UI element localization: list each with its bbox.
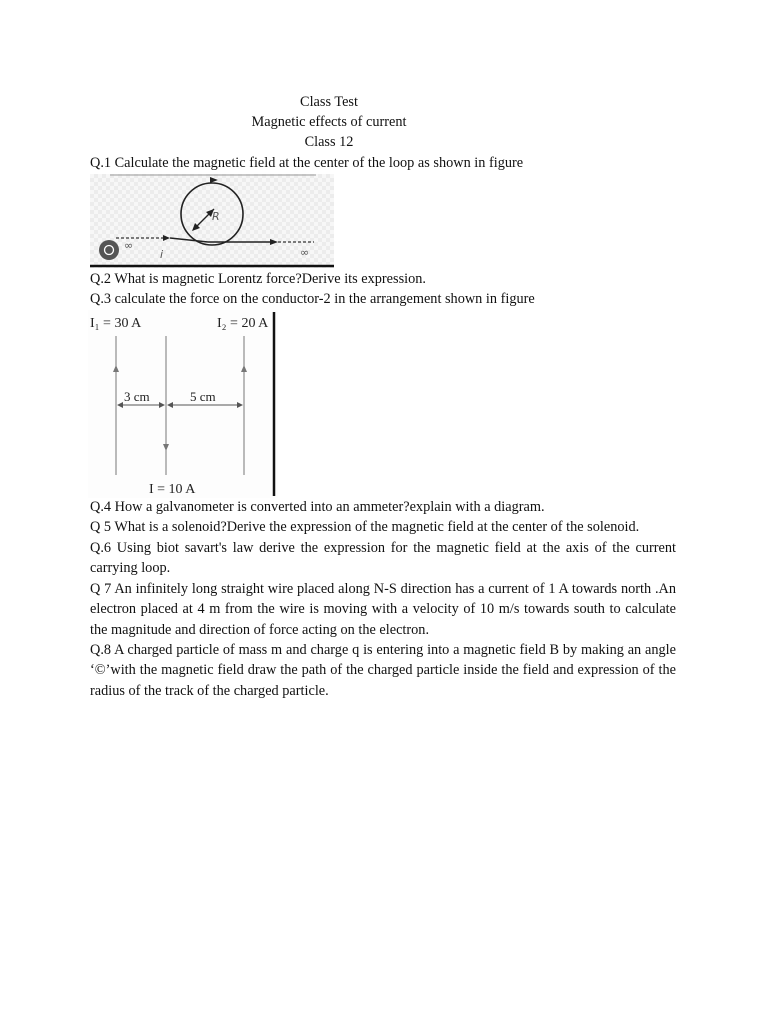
conductor-1-up-arrow	[113, 365, 119, 372]
question-3: Q.3 calculate the force on the conductor-2 in the arrangement shown in figure	[90, 291, 535, 307]
infinity-left-label: ∞	[124, 239, 134, 252]
watermark-badge-icon	[99, 240, 119, 260]
gap-1-arrow-right	[159, 402, 165, 408]
gap-1-label: 3 cm	[124, 389, 150, 404]
gap-2-arrow-left	[167, 402, 173, 408]
current-label: i	[160, 248, 164, 261]
figure-1-loop	[90, 174, 334, 268]
gap-2-label: 5 cm	[190, 389, 216, 404]
wire-to-loop	[170, 238, 208, 242]
gap-1-arrow-left	[117, 402, 123, 408]
current-2-label: I₂ = 20 A	[217, 316, 269, 331]
question-1: Q.1 Calculate the magnetic field at the center of the loop as shown in figure	[90, 155, 524, 171]
gap-2-arrow-right	[237, 402, 243, 408]
right-wire-arrow	[270, 239, 278, 245]
middle-down-arrow	[163, 444, 169, 451]
left-wire-arrow	[163, 235, 170, 241]
title: Class Test	[300, 94, 358, 110]
question-8: Q.8 A charged particle of mass m and charge q is entering into a magnetic field B by making an angle ‘©’with the magnetic field draw the path of the charged particle inside the field and expression of the radius of the track of the charged particle.	[90, 642, 676, 699]
question-7: Q 7 An infinitely long straight wire placed along N-S direction has a current of 1 A towards north .An electron placed at 4 m from the wire is moving with a velocity of 10 m/s towards south to calculate the magnitude and direction of force acting on the electron.	[90, 581, 676, 638]
question-5: Q 5 What is a solenoid?Derive the expression of the magnetic field at the center of the solenoid.	[90, 519, 640, 535]
question-2: Q.2 What is magnetic Lorentz force?Derive its expression.	[90, 271, 426, 287]
radius-label: R	[212, 210, 220, 223]
infinity-right-label: ∞	[300, 246, 310, 259]
current-3-label: I = 10 A	[149, 482, 196, 497]
class-label: Class 12	[304, 134, 354, 150]
current-1-label: I₁ = 30 A	[90, 316, 142, 331]
question-4: Q.4 How a galvanometer is converted into an ammeter?explain with a diagram.	[90, 499, 545, 515]
figure-2-conductors	[88, 310, 278, 498]
loop-direction-arrow	[210, 177, 218, 183]
subject-heading: Magnetic effects of current	[251, 114, 407, 130]
question-6: Q.6 Using biot savart's law derive the expression for the magnetic field at the axis of the current carrying loop.	[90, 540, 676, 577]
conductor-2-up-arrow	[241, 365, 247, 372]
